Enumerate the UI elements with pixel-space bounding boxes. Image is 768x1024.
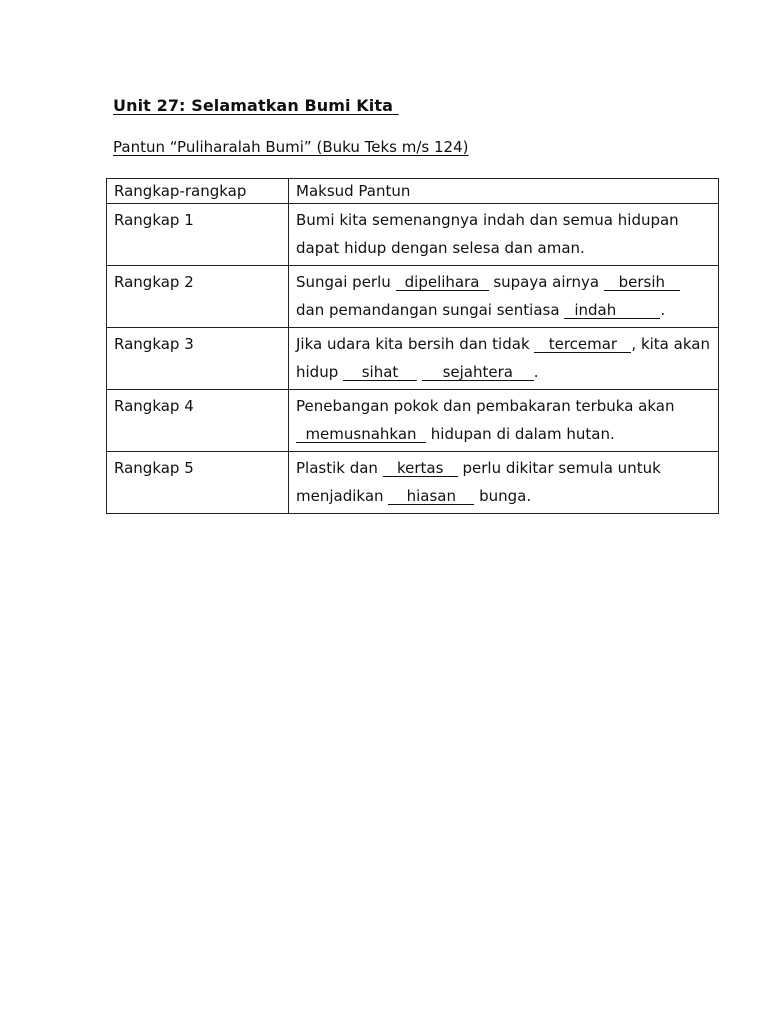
answer-blank: bersih	[604, 268, 680, 296]
answer-blank: kertas	[383, 454, 458, 482]
maksud-cell	[289, 390, 719, 452]
table-header-row	[107, 179, 719, 204]
table-row	[107, 390, 719, 452]
rangkap-label: Rangkap 5	[107, 452, 289, 514]
pantun-table	[106, 178, 719, 514]
document-subtitle: Pantun “Puliharalah Bumi” (Buku Teks m/s 124)	[113, 138, 469, 156]
answer-blank: sejahtera	[422, 358, 534, 386]
rangkap-label: Rangkap 1	[107, 204, 289, 266]
sentence-text: bunga.	[474, 487, 532, 505]
answer-blank: tercemar	[534, 330, 631, 358]
answer-blank: hiasan	[388, 482, 474, 510]
table-row	[107, 204, 719, 266]
table-row	[107, 266, 719, 328]
sentence-text: Sungai perlu	[296, 273, 396, 291]
document-title: Unit 27: Selamatkan Bumi Kita	[113, 96, 399, 115]
answer-blank: memusnahkan	[296, 420, 426, 448]
sentence-text: Plastik dan	[296, 459, 383, 477]
maksud-cell: Bumi kita semenangnya indah dan semua hidupan dapat hidup dengan selesa dan aman.	[289, 204, 719, 266]
column-header-maksud: Maksud Pantun	[289, 179, 719, 204]
table-row	[107, 328, 719, 390]
rangkap-label: Rangkap 3	[107, 328, 289, 390]
maksud-cell	[289, 452, 719, 514]
rangkap-label: Rangkap 4	[107, 390, 289, 452]
table-row	[107, 452, 719, 514]
sentence-text: Jika udara kita bersih dan tidak	[296, 335, 535, 353]
answer-blank: indah	[564, 296, 660, 324]
sentence-text: hidupan di dalam hutan.	[426, 425, 615, 443]
sentence-text: .	[660, 301, 666, 319]
sentence-text: supaya airnya	[488, 273, 604, 291]
column-header-rangkap: Rangkap-rangkap	[107, 179, 289, 204]
sentence-text: dan pemandangan sungai sentiasa	[296, 301, 565, 319]
rangkap-label: Rangkap 2	[107, 266, 289, 328]
sentence-text: .	[533, 363, 539, 381]
sentence-text: Penebangan pokok dan pembakaran terbuka akan	[296, 397, 675, 415]
answer-blank: sihat	[343, 358, 417, 386]
sentence-text: , kita akan hidup	[296, 335, 710, 381]
sentence-text: perlu dikitar semula untuk menjadikan	[296, 459, 661, 505]
maksud-cell	[289, 266, 719, 328]
answer-blank: dipelihara	[396, 268, 489, 296]
maksud-cell	[289, 328, 719, 390]
